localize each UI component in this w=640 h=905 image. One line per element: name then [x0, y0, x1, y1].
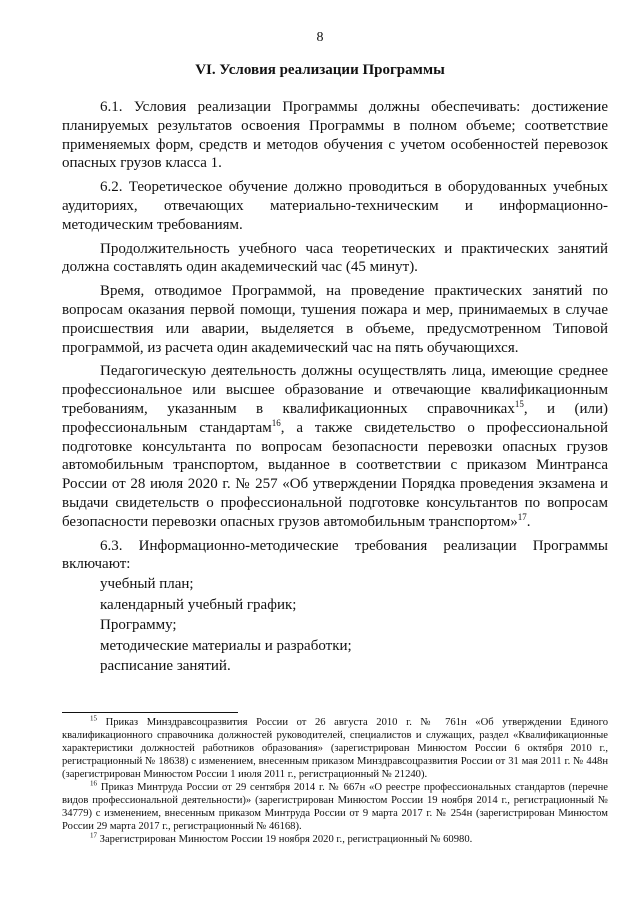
footnote-text: Зарегистрирован Минюстом России 19 ноября 2020 г., регистрационный № 60980.: [99, 834, 473, 845]
section-title: VI. Условия реализации Программы: [195, 62, 445, 78]
paragraph-hour-duration: Продолжительность учебного часа теоретических и практических занятий должна составлять один академический час (45 минут).: [62, 240, 608, 276]
page-number: 8: [316, 30, 324, 45]
paragraph-practical-time: Время, отводимое Программой, на проведение практических занятий по вопросам оказания первой помощи, тушения пожара и мер, принимаемых в случае происшествия или аварии, выделяется в объеме, предусмотренном Типовой программой, из расчета один академический час на пять обучающихся.: [62, 283, 608, 356]
footnote-16: [62, 781, 608, 833]
paragraph-text: .: [526, 513, 531, 530]
list-item: Программу;: [100, 617, 177, 634]
paragraph-text: Педагогическую деятельность должны осуществлять лица, имеющие среднее профессиональное или высшее образование и отвечающие квалификационным требованиям, указанным в квалификационных справочниках: [62, 363, 608, 417]
footnote-mark: 17: [90, 831, 97, 840]
paragraph-6-1: 6.1. Условия реализации Программы должны обеспечивать: достижение планируемых результатов освоения Программы в полном объеме; соответствие применяемых форм, средств и методов обучения с учетом особенностей перевозок опасных грузов класса 1.: [62, 99, 608, 172]
footnote-separator: [62, 712, 238, 713]
list-item: учебный план;: [100, 576, 194, 593]
footnote-ref-17[interactable]: 17: [517, 511, 527, 522]
footnote-15: [62, 716, 608, 781]
footnote-17: [62, 833, 608, 846]
paragraph-teaching-staff: [62, 362, 608, 531]
list-item: календарный учебный график;: [100, 596, 297, 613]
footnote-mark: 15: [90, 714, 97, 723]
footnote-ref-16[interactable]: 16: [271, 417, 281, 428]
paragraph-text: , и (или) профессиональным стандартам: [62, 400, 608, 436]
list-item: расписание занятий.: [100, 658, 231, 675]
footnote-mark: 16: [90, 779, 97, 788]
paragraph-6-3: 6.3. Информационно-методические требования реализации Программы включают:: [62, 537, 608, 573]
footnote-ref-15[interactable]: 15: [514, 398, 524, 409]
body-text: [62, 98, 608, 677]
footnote-text: Приказ Минтруда России от 29 сентября 2014 г. № 667н «О реестре профессиональных стандартов (перечне видов профессиональной деятельности)» (зарегистрирован Минюстом России 19 ноября 2014 г., регистрационный № 34779) с изменением, внесенным приказом Минтруда России от 9 марта 2017 г. № 254н (зарегистрирован Минюстом России 29 марта 2017 г., регистрационный № 46168).: [62, 782, 608, 832]
footnote-text: Приказ Минздравсоцразвития России от 26 августа 2010 г. № 761н «Об утверждении Единого квалификационного справочника должностей руководителей, специалистов и служащих, раздел «Квалификационные характеристики должностей работников образования» (зарегистрирован Минюстом России 6 октября 2010 г., регистрационный № 18638) с изменением, внесенным приказом Минздравсоцразвития России от 31 мая 2011 г. № 448н (зарегистрирован Минюстом России 1 июля 2011 г., регистрационный № 21240).: [62, 717, 608, 780]
list-item: методические материалы и разработки;: [100, 637, 352, 654]
paragraph-text: , а также свидетельство о профессиональной подготовке консультанта по вопросам безопасности перевозки опасных грузов автомобильным транспортом, выданное в соответствии с приказом Минтранса России от 28 июля 2020 г. № 257 «Об утверждении Порядка проведения экзамена и выдачи свидетельств о профессиональной подготовке консультантов по вопросам безопасности перевозки опасных грузов автомобильным транспортом»: [62, 419, 608, 530]
requirements-list: [62, 574, 608, 677]
paragraph-6-2: 6.2. Теоретическое обучение должно проводиться в оборудованных учебных аудиториях, отвечающих материально-техническим и информационно-методическим требованиям.: [62, 179, 608, 233]
footnotes: [62, 716, 608, 846]
